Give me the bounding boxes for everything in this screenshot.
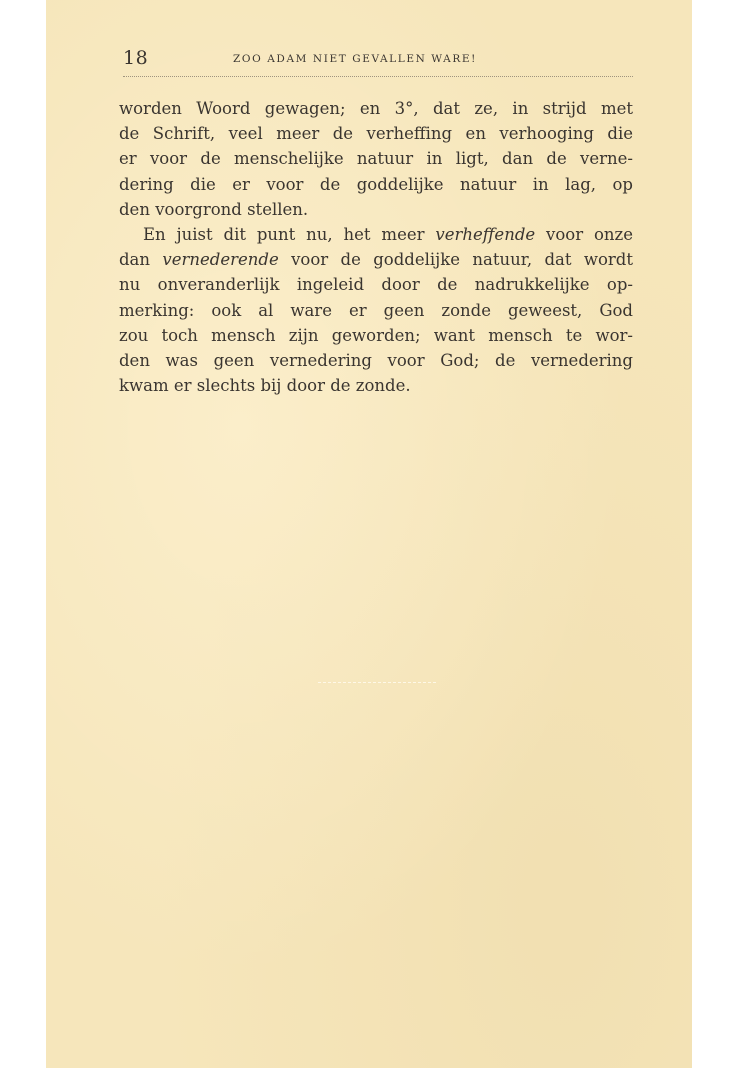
emphasized-word: vernederende: [162, 250, 279, 270]
text-line: er voor de menschelijke natuur in ligt, dan de verne-: [119, 149, 633, 169]
book-page: [46, 0, 692, 1068]
text-line: kwam er slechts bij door de zonde.: [119, 376, 411, 396]
page-number: 18: [123, 47, 149, 69]
text-line: dering die er voor de goddelijke natuur in lag, op: [119, 174, 633, 194]
page-header: [123, 46, 633, 70]
text-line: worden Woord gewagen; en 3°, dat ze, in strijd met: [119, 99, 633, 118]
text-line: [119, 222, 633, 247]
running-title: ZOO ADAM NIET GEVALLEN WARE!: [233, 53, 477, 65]
emphasized-word: verheffende: [435, 224, 536, 244]
text-line: den was geen vernedering voor God; de vernedering: [119, 350, 633, 370]
text-run: voor onze: [535, 224, 633, 244]
text-run: voor de goddelijke natuur, dat wordt: [278, 250, 633, 270]
text-run: En juist dit punt nu, het meer: [143, 224, 436, 244]
text-line: den voorgrond stellen.: [119, 199, 309, 219]
text-line: zou toch mensch zijn geworden; want mensch te wor-: [119, 325, 633, 345]
text-line: [119, 247, 633, 272]
text-run: dan: [119, 250, 163, 270]
paper-mark: [318, 682, 436, 685]
text-line: merking: ook al ware er geen zonde geweest, God: [119, 300, 633, 320]
text-line: nu onveranderlijk ingeleid door de nadrukkelijke op-: [119, 275, 633, 295]
header-rule: [123, 76, 633, 79]
body-text: [119, 96, 633, 398]
text-line: de Schrift, veel meer de verheffing en verhooging die: [119, 124, 633, 144]
